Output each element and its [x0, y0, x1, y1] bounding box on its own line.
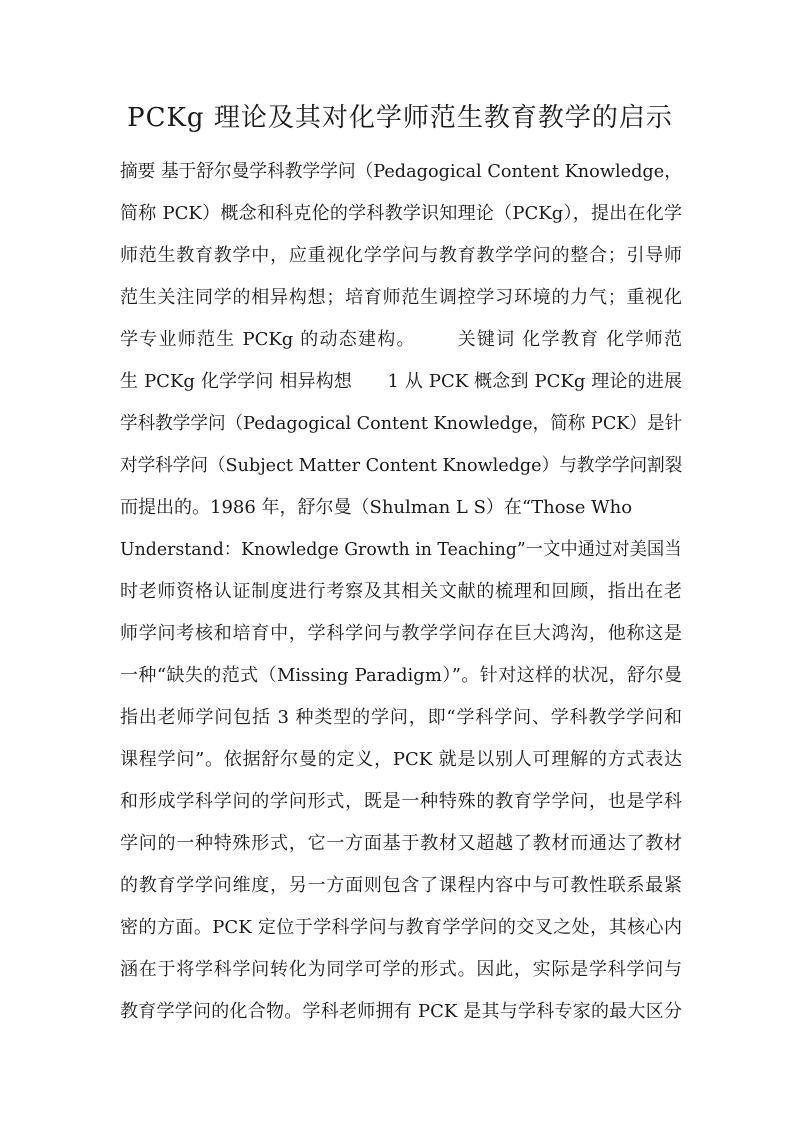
- text-line: 涵在于将学科学问转化为同学可学的形式。因此，实际是学科学问与: [120, 959, 682, 980]
- text-line: 密的方面。PCK 定位于学科学问与教育学学问的交叉之处，其核心内: [120, 917, 682, 938]
- text-line: 时老师资格认证制度进行考察及其相关文献的梳理和回顾，指出在老: [120, 581, 682, 602]
- document-body: [120, 158, 682, 1040]
- text-line: 一种“缺失的范式（Missing Paradigm）”。针对这样的状况，舒尔曼: [120, 665, 682, 686]
- text-line: Understand：Knowledge Growth in Teaching”一文中通过对美国当: [120, 539, 682, 560]
- text-line: 师学问考核和培育中，学科学问与教学学问存在巨大鸿沟，他称这是: [120, 623, 682, 644]
- text-line: 的教育学学问维度，另一方面则包含了课程内容中与可教性联系最紧: [120, 875, 682, 896]
- text-line: 学科教学学问（Pedagogical Content Knowledge，简称 PCK）是针: [120, 413, 683, 434]
- text-line: 学专业师范生 PCKg 的动态建构。 关键词 化学教育 化学师范: [120, 329, 682, 350]
- text-line: 课程学问”。依据舒尔曼的定义，PCK 就是以别人可理解的方式表达: [120, 749, 682, 770]
- text-line: 教育学学问的化合物。学科老师拥有 PCK 是其与学科专家的最大区分: [120, 1001, 682, 1022]
- text-line: 而提出的。1986 年，舒尔曼（Shulman L S）在“Those Who: [120, 497, 633, 518]
- text-line: 学问的一种特殊形式，它一方面基于教材又超越了教材而通达了教材: [120, 833, 682, 854]
- text-line: 生 PCKg 化学学问 相异构想 1 从 PCK 概念到 PCKg 理论的进展: [120, 371, 682, 392]
- text-line: 摘要 基于舒尔曼学科教学学问（Pedagogical Content Knowledge，: [120, 161, 682, 182]
- document-title: PCKg 理论及其对化学师范生教育教学的启示: [127, 103, 673, 133]
- text-line: 范生关注同学的相异构想；培育师范生调控学习环境的力气；重视化: [120, 287, 682, 308]
- text-line: 对学科学问（Subject Matter Content Knowledge）与教学学问割裂: [120, 455, 683, 476]
- text-line: 和形成学科学问的学问形式，既是一种特殊的教育学学问，也是学科: [120, 791, 682, 812]
- text-line: 指出老师学问包括 3 种类型的学问，即“学科学问、学科教学学问和: [120, 707, 682, 728]
- text-line: 简称 PCK）概念和科克伦的学科教学识知理论（PCKg），提出在化学: [120, 203, 682, 224]
- text-line: 师范生教育教学中，应重视化学学问与教育教学学问的整合；引导师: [120, 245, 682, 266]
